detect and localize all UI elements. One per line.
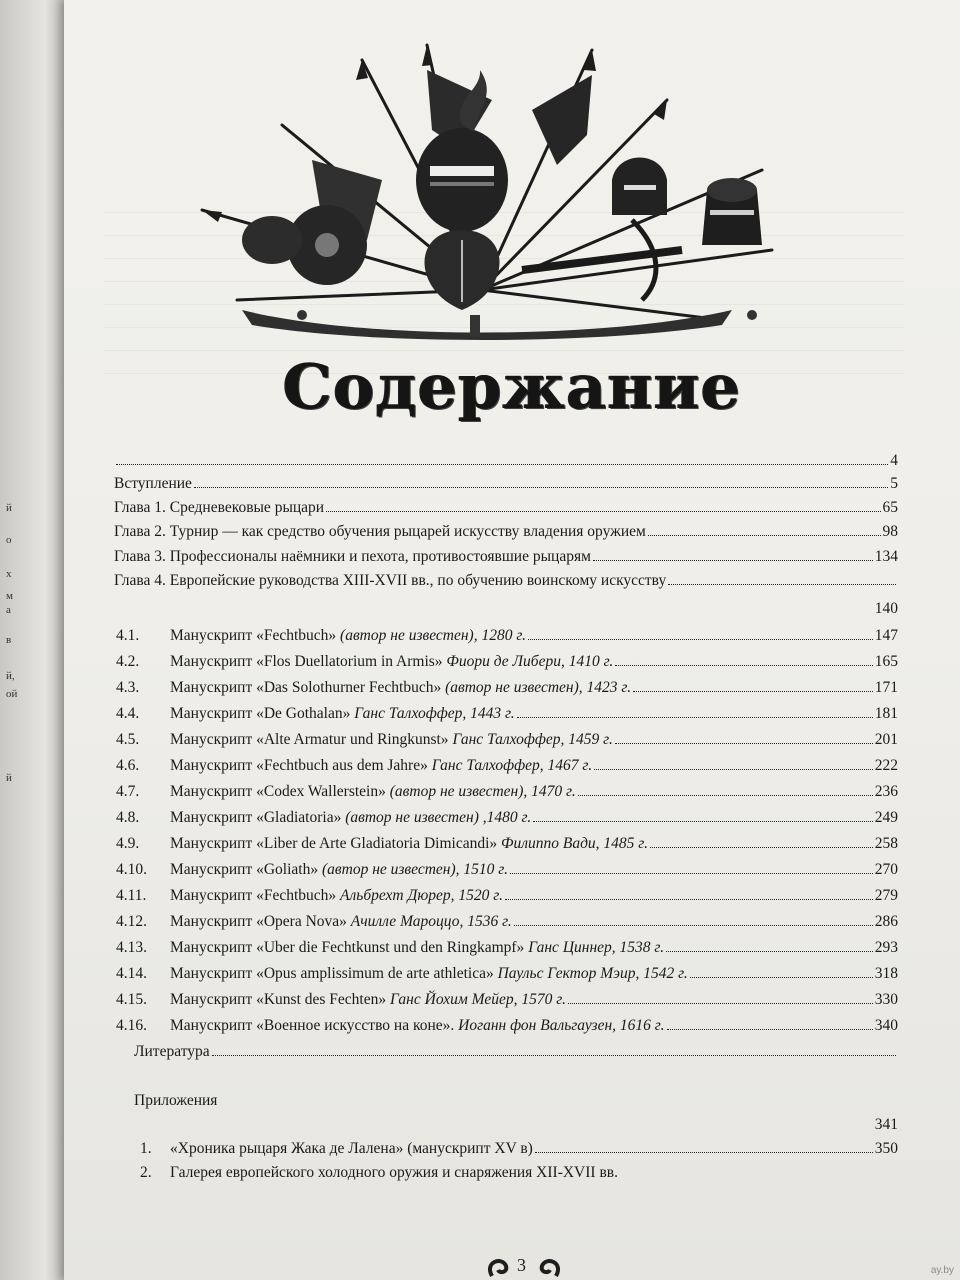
- left-page-fragment: й: [6, 772, 12, 784]
- manuscript-title: Манускрипт «De Gothalan» Ганс Талхоффер, 1443 г.: [170, 705, 515, 722]
- toc-page-number: 236: [874, 783, 898, 800]
- manuscript-title: Манускрипт «Goliath» (автор не известен), 1510 г.: [170, 861, 508, 878]
- toc-entry-text: Литература: [134, 1043, 210, 1060]
- toc-entry: [114, 548, 898, 566]
- left-page-fragment: х: [6, 568, 12, 580]
- toc-page-number: 201: [874, 731, 898, 748]
- manuscript-entry: [116, 1017, 898, 1035]
- dot-leader: [116, 464, 888, 465]
- toc-page-number: 330: [874, 991, 898, 1008]
- toc-page-number: 140: [874, 600, 898, 617]
- left-page-fragment: в: [6, 634, 12, 646]
- dot-leader: [593, 560, 873, 561]
- dot-leader: [578, 795, 873, 796]
- manuscript-title: Манускрипт «Das Solothurner Fechtbuch» (автор не известен), 1423 г.: [170, 679, 632, 696]
- manuscript-entry: [116, 705, 898, 723]
- manuscript-number: 4.13.: [116, 939, 147, 956]
- left-page-fragment: й,: [6, 670, 15, 682]
- manuscript-title: Манускрипт «Fechtbuch» (автор не известен), 1280 г.: [170, 627, 527, 644]
- toc-entry: [114, 452, 898, 470]
- toc-page-number: 98: [882, 523, 898, 540]
- dot-leader: [212, 1055, 896, 1056]
- manuscript-title: Манускрипт «Kunst des Fechten» Ганс Йохим Мейер, 1570 г.: [170, 991, 566, 1008]
- manuscript-entry: [116, 887, 898, 905]
- dot-leader: [668, 584, 896, 585]
- dot-leader: [505, 899, 873, 900]
- manuscript-entry: [116, 861, 898, 879]
- manuscript-title: Манускрипт «Alte Armatur und Ringkunst» Ганс Талхоффер, 1459 г.: [170, 731, 613, 748]
- dot-leader: [615, 743, 873, 744]
- toc-entry-text: Глава 2. Турнир — как средство обучения рыцарей искусству владения оружием: [114, 523, 646, 540]
- toc-page-number: 340: [874, 1017, 898, 1034]
- toc-page-number: 341: [874, 1116, 898, 1133]
- dot-leader: [510, 873, 873, 874]
- toc-entry-text: Глава 3. Профессионалы наёмники и пехота, противостоявшие рыцарям: [114, 548, 591, 565]
- left-page-fragment: о: [6, 534, 12, 546]
- manuscript-number: 4.15.: [116, 991, 147, 1008]
- manuscript-number: 4.16.: [116, 1017, 147, 1034]
- manuscript-title: Манускрипт «Codex Wallerstein» (автор не известен), 1470 г.: [170, 783, 576, 800]
- left-page-fragment: а: [6, 604, 11, 616]
- toc-page-number: 181: [874, 705, 898, 722]
- dot-leader: [528, 639, 873, 640]
- toc-page-number: 318: [874, 965, 898, 982]
- manuscript-number: 4.4.: [116, 705, 140, 722]
- page-title: Содержание: [282, 350, 742, 423]
- toc-page-number: 350: [874, 1140, 898, 1157]
- watermark: ay.by: [930, 1265, 954, 1276]
- toc-entry: [114, 523, 898, 541]
- toc-entry: [114, 475, 898, 493]
- adjacent-page-edge: [0, 0, 64, 1280]
- manuscript-entry: [116, 835, 898, 853]
- appendix-title: Галерея европейского холодного оружия и снаряжения XII-XVII вв.: [170, 1164, 618, 1181]
- toc-entry-text: Глава 4. Европейские руководства XIII-XVII вв., по обучению воинскому искусству: [114, 572, 667, 589]
- manuscript-title: Манускрипт «Opus amplissimum de arte athletica» Паульс Гектор Мэир, 1542 г.: [170, 965, 688, 982]
- manuscript-title: Манускрипт «Fechtbuch aus dem Jahre» Ганс Талхоффер, 1467 г.: [170, 757, 593, 774]
- left-page-fragment: ой: [6, 688, 18, 700]
- left-page-fragment: й: [6, 502, 12, 514]
- manuscript-title: Манускрипт «Flos Duellatorium in Armis» Фиори де Либери, 1410 г.: [170, 653, 614, 670]
- dot-leader: [633, 691, 873, 692]
- manuscript-title: Манускрипт «Liber de Arte Gladiatoria Dimicandi» Филиппо Вади, 1485 г.: [170, 835, 649, 852]
- manuscript-number: 4.14.: [116, 965, 147, 982]
- manuscript-entry: [116, 809, 898, 827]
- toc-page-number: 279: [874, 887, 898, 904]
- manuscript-number: 4.8.: [116, 809, 140, 826]
- appendix-number: 2.: [140, 1164, 152, 1181]
- manuscript-title: Манускрипт «Военное искусство на коне». Иоганн фон Вальгаузен, 1616 г.: [170, 1017, 665, 1034]
- dot-leader: [666, 951, 873, 952]
- manuscript-number: 4.11.: [116, 887, 147, 904]
- appendix-heading-text: Приложения: [134, 1092, 218, 1109]
- toc-page-number: 4: [890, 452, 898, 469]
- table-of-contents: [64, 0, 960, 1280]
- manuscript-number: 4.6.: [116, 757, 140, 774]
- manuscript-title: Манускрипт «Uber die Fechtkunst und den Ringkampf» Ганс Циннер, 1538 г.: [170, 939, 665, 956]
- dot-leader: [535, 1152, 873, 1153]
- dot-leader: [568, 1003, 873, 1004]
- left-page-fragment: м: [6, 590, 13, 602]
- toc-page-number: 286: [874, 913, 898, 930]
- appendix-entry: [140, 1140, 898, 1158]
- toc-page-number: 222: [874, 757, 898, 774]
- dot-leader: [648, 535, 881, 536]
- toc-entry: [114, 600, 898, 618]
- toc-page-number: 258: [874, 835, 898, 852]
- dot-leader: [517, 717, 873, 718]
- dot-leader: [514, 925, 873, 926]
- toc-page-number: 171: [874, 679, 898, 696]
- toc-entry: [114, 499, 898, 517]
- dot-leader: [650, 847, 873, 848]
- manuscript-entry: [116, 913, 898, 931]
- manuscript-entry: [116, 679, 898, 697]
- dot-leader: [194, 487, 888, 488]
- manuscript-number: 4.2.: [116, 653, 140, 670]
- manuscript-entry: [116, 731, 898, 749]
- page-number: 3: [517, 1255, 526, 1275]
- dot-leader: [326, 511, 880, 512]
- manuscript-number: 4.5.: [116, 731, 140, 748]
- manuscript-number: 4.7.: [116, 783, 140, 800]
- dot-leader: [533, 821, 873, 822]
- manuscript-number: 4.10.: [116, 861, 147, 878]
- manuscript-number: 4.1.: [116, 627, 140, 644]
- toc-page-number: 147: [874, 627, 898, 644]
- appendix-number: 1.: [140, 1140, 152, 1157]
- dot-leader: [690, 977, 873, 978]
- manuscript-entry: [116, 991, 898, 1009]
- dot-leader: [615, 665, 872, 666]
- manuscript-title: Манускрипт «Gladiatoria» (автор не известен) ,1480 г.: [170, 809, 532, 826]
- toc-page-number: 293: [874, 939, 898, 956]
- manuscript-entry: [116, 965, 898, 983]
- appendix-entry: [140, 1164, 780, 1182]
- book-page: [64, 0, 960, 1280]
- toc-entry-literature: [134, 1043, 898, 1061]
- toc-entry: [114, 572, 898, 590]
- manuscript-title: Манускрипт «Fechtbuch» Альбрехт Дюрер, 1520 г.: [170, 887, 504, 904]
- appendix-title: «Хроника рыцаря Жака де Лалена» (манускрипт XV в): [170, 1140, 533, 1157]
- toc-page-number: 270: [874, 861, 898, 878]
- toc-page-number: 5: [890, 475, 898, 492]
- appendix-heading: [134, 1092, 898, 1133]
- manuscript-number: 4.12.: [116, 913, 147, 930]
- toc-page-number: 249: [874, 809, 898, 826]
- toc-entry-text: Глава 1. Средневековые рыцари: [114, 499, 325, 516]
- manuscript-entry: [116, 783, 898, 801]
- manuscript-number: 4.9.: [116, 835, 140, 852]
- manuscript-title: Манускрипт «Opera Nova» Ачилле Мароццо, 1536 г.: [170, 913, 512, 930]
- manuscript-entry: [116, 627, 898, 645]
- dot-leader: [667, 1029, 873, 1030]
- dot-leader: [594, 769, 873, 770]
- toc-entry-text: Вступление: [114, 475, 192, 492]
- manuscript-entry: [116, 757, 898, 775]
- manuscript-entry: [116, 939, 898, 957]
- manuscript-number: 4.3.: [116, 679, 140, 696]
- manuscript-entry: [116, 653, 898, 671]
- toc-page-number: 165: [874, 653, 898, 670]
- toc-page-number: 65: [882, 499, 898, 516]
- toc-page-number: 134: [874, 548, 898, 565]
